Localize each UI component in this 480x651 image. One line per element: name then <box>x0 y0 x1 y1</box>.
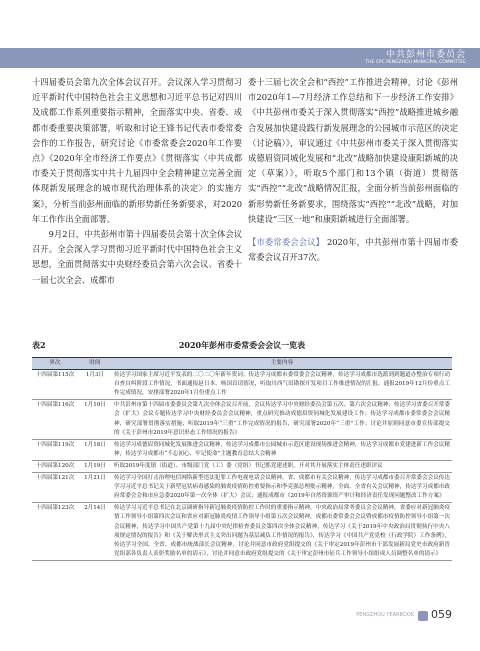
header-cell-session: 界次 <box>32 358 78 370</box>
right-column <box>248 75 458 265</box>
cell-content: 传达学习习近平总书记在北京调研指导新冠肺炎疫情防控工作时的重要指示精神，中央政治局常务委员会会议精神，省委应对新冠肺炎疫情工作领导小组第四次会议和省应对新冠肺炎疫情工作领导小组第五次会议精神，成都市委常委会会议暨成都市疫情防控领导小组第一次会议精神，传达学习中国共产党第十九届中央纪律检查委员会第四次全体会议精神，传达学习《关于2019年中央政治局贯彻执行中央八项规定情况的报告》和《关于解决形式主义突出问题为基层减负工作情况的报告》，传达学习《中国共产党党校（行政学院）工作条例》，传达学习全国、全省、成都市统战部长会议精神，讨论并同意市政府党组提交的《关于审定2019年彭州市干部发展新局党史市政府新晋党组部各负责人表彰奖励名单的请示》，讨论并同意市政府党组提交的《关于审定彭州市征兵工作领导小组组成人员调整名单的请示》 <box>112 503 452 561</box>
table-label: 表2 <box>32 340 46 350</box>
cell-date: 1月3日 <box>78 370 112 400</box>
cell-date: 1月18日 <box>78 439 112 460</box>
table-row <box>32 503 452 561</box>
left-paragraph-1: 十四届委员会第九次全体会议召开。会议深入学习贯彻习近平新时代中国特色社会主义思想和习近平总书记对四川及成都工作系列重要指示精神，全面落实中央、省委、成都市委重要决策部署，听取和讨论王锋书记代表市委常委会作的工作报告，研究讨论《市委常委会2020年工作要点》《2020年全市经济工作要点》《贯彻落实〈中共成都市委关于贯彻落实中共十九届四中全会精神建立完善全面体现新发展理念的城市现代治理体系的决定〉的实施方案》，分析当前彭州面临的新形势新任务新要求，对2020年工作作出全面部署。 <box>32 77 242 224</box>
cell-session: 十四届第115次 <box>32 370 78 400</box>
cell-date: 1月21日 <box>78 473 112 503</box>
table-row <box>32 460 452 472</box>
meetings-table <box>32 357 452 561</box>
cell-session: 十四届第121次 <box>32 473 78 503</box>
right-paragraph-2-text: 2020年，中共彭州市第十四届市委常委会议召开37次。 <box>248 237 458 263</box>
cell-content: 传达学习全国打击治理电信网络新型违法犯罪工作电视电话会议精神，省、成都市有关会议精神，传达学习成都市委召开常委会会议传达学习习近平总书记关于新型冠状病毒感染的肺炎疫情防控重要指示和李克强总理批示精神，全面、全省有关会议精神，传达学习成都市政府常委会会和市应急委2020年第一次全体（扩大）会议；通报成都市《2019年自然资源资产审计和经济责任发现问题整改工作方案》 <box>112 473 452 503</box>
page-number: 059 <box>431 608 452 621</box>
left-paragraph-2: 9月2日，中共彭州市第十四届委员会第十次全体会议召开。全会深入学习贯彻习近平新时代中国特色社会主义思想，全面贯彻落实中央财经委员会第六次会议、省委十一届七次全会、成都市 <box>32 229 242 285</box>
table-caption: 2020年彭州市委常委会会议一览表 <box>178 340 306 350</box>
section-tag: 【市委常委会会议】 <box>248 237 325 248</box>
cell-date: 1月10日 <box>78 400 112 439</box>
cell-session: 十四届第120次 <box>32 460 78 472</box>
header-cell-content: 主要内容 <box>112 358 452 370</box>
cell-content: 中共彭州市第十四届市委委员会第九次全体会议召开前，会议传达学习中央财经委员会第五次、第六次会议精神；传达学习省委召开常委会（扩大）会议专题传达学习中央财经委员会会议精神，重点研究推动成德眉资同城化发展建设工作；传达学习成都市委常委会会议精神，研究部署贯彻落实措施；听取2019年“三重”工作完成情况的报告，研究部署2020年“三重”工作；讨论并原则同意市委宣传部提交的《关于彭州市2019年意识形态工作情况的报告》 <box>112 400 452 439</box>
table-row <box>32 370 452 400</box>
cell-content: 传达学习成德眉资同城化发展推进会议精神，传达学习成都市公园城市示范区建设现场推进会精神，传达学习成都市党建进新工作会议精神，传达学习成都市“不忘初心、牢记使命”主题教育总结大会精神 <box>112 439 452 460</box>
footer-mark: PENGZHOU YEARBOOK <box>356 612 414 618</box>
right-paragraph-2 <box>248 235 458 265</box>
table-header-row <box>32 358 452 370</box>
cell-content: 传达学习国家主席习近平发表的二〇二〇年新年贺词；传达学习成都市委常委会会议精神，传达学习成都市选派到到题道办整治专项行动自查自纠阶段工作情况，书面通报赵日本、杨国首请情况，听取川西气田勘探开发项目工作推进情况的汇报，通报2019年12月份重点工作完成情况，安排部署2020年1月份重点工作 <box>112 370 452 400</box>
table-row <box>32 439 452 460</box>
cell-content: 听取2019年度镇（街道）、市级部门党（工）委（党组）书记抓党建述职，开对其开展落实主体责任述职评议 <box>112 460 452 472</box>
table-row <box>32 473 452 503</box>
cell-session: 十四届第123次 <box>32 503 78 561</box>
table-row <box>32 400 452 439</box>
left-column <box>32 75 242 288</box>
cell-session: 十四届第116次 <box>32 400 78 439</box>
header-title: 中共彭州市委员会 <box>385 50 466 60</box>
right-paragraph-1: 委十三届七次全会和“西控”工作推进会精神，讨论《彭州市2020年1—7月经济工作总结和下一步经济工作安排》《中共彭州市委关于深入贯彻落实“西控”战略推进城乡融合发展加快建设践行新发展理念的公园城市示范区的决定（讨论稿）》，审议通过《中共彭州市委关于深入贯彻落实成德眉资同城化发展和“北改”战略加快建设康阳新城的决定（草案）》，听取5个部门和13个镇（街道）贯彻落实“西控”“北改”战略情况汇报，全面分析当前彭州面临的新形势新任务新要求，围绕落实“西控”“北改”战略，对加快建设“三区一地”和康阳新城进行全面部署。 <box>248 77 458 224</box>
cell-session: 十四届第119次 <box>32 439 78 460</box>
header-subtitle: THE CPC PENGZHOU MUNICIPAL COMMITTEE <box>365 60 466 65</box>
cell-date: 1月19日 <box>78 460 112 472</box>
header-cell-date: 时间 <box>78 358 112 370</box>
table-title <box>32 340 452 354</box>
cell-date: 2月14日 <box>78 503 112 561</box>
header-title-block <box>296 50 466 66</box>
yearbook-icon <box>418 611 428 621</box>
